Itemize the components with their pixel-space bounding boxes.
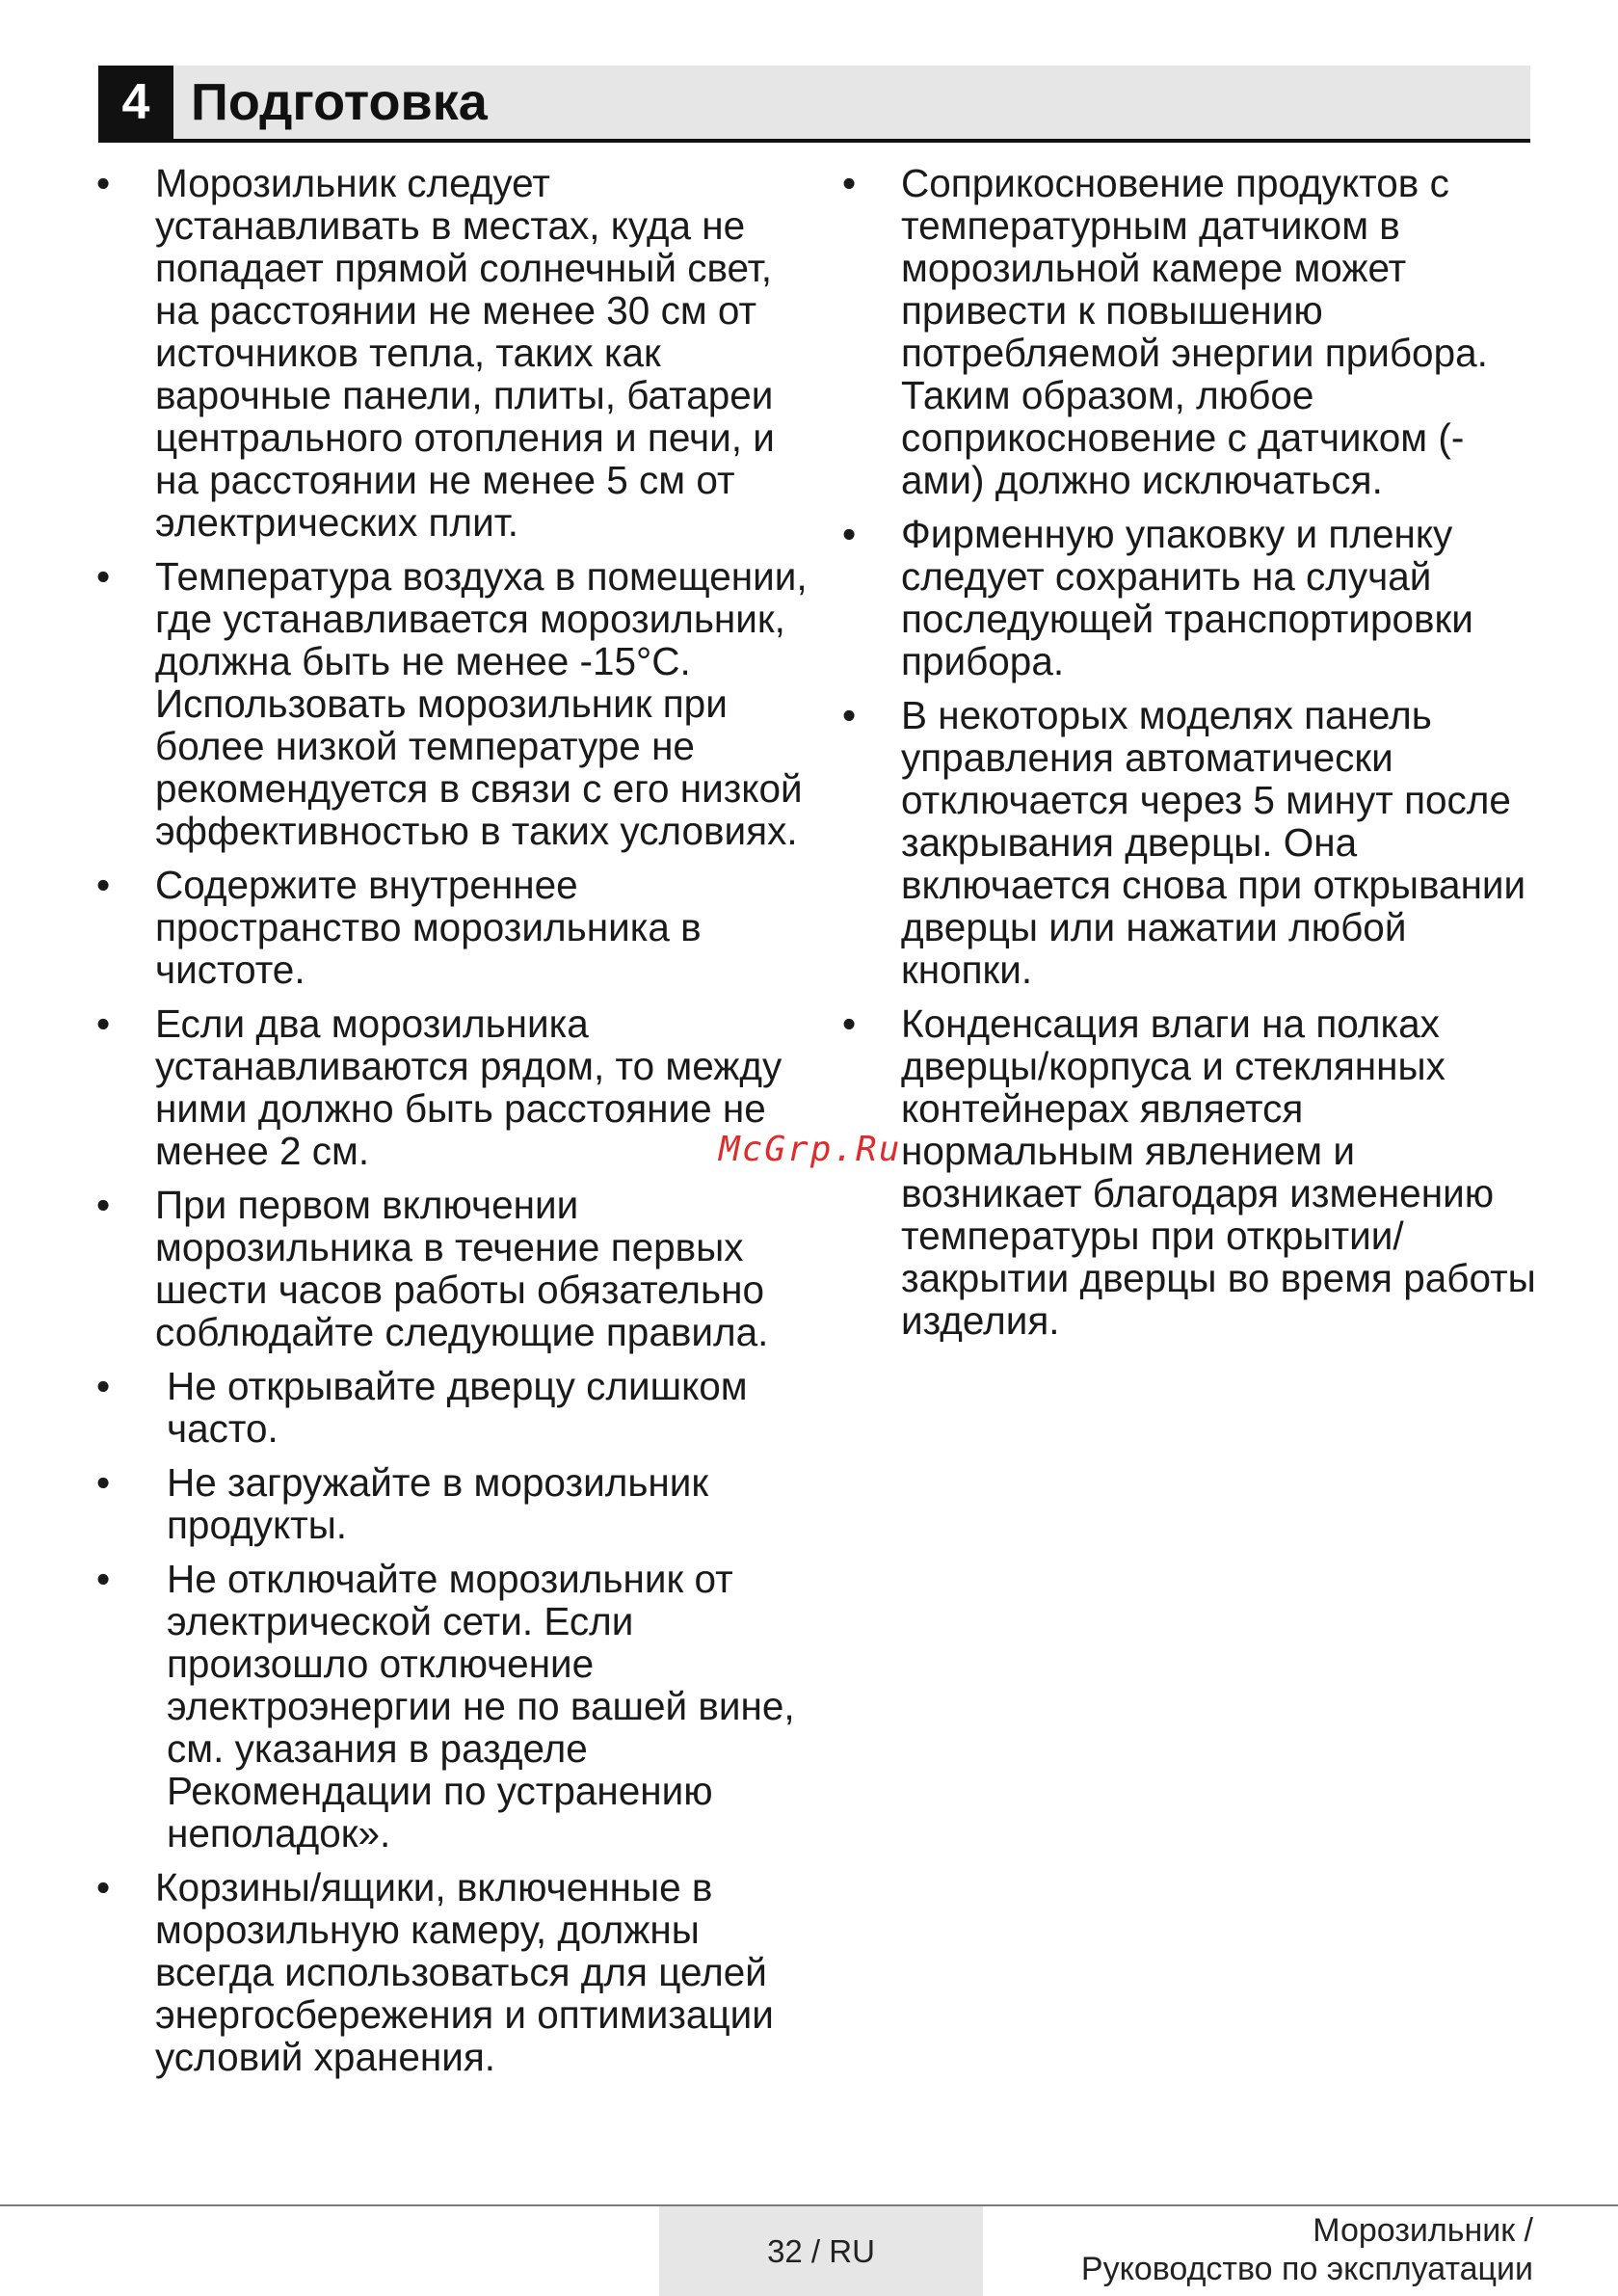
left-column xyxy=(96,162,809,2090)
list-item xyxy=(96,1866,809,2078)
list-item-text: • Морозильник следует устанавливать в местах, куда не попадает прямой солнечный свет, на расстоянии не менее 30 см от источников тепла, таких как варочные панели, плиты, батареи центрального отопления и печи, и на расстоянии не менее 5 см от электрических плит. xyxy=(155,161,775,545)
page-number: 32 / RU xyxy=(659,2206,983,2296)
footer-doc-title xyxy=(1081,2211,1533,2288)
sub-list-item-text: • Не отключайте морозильник от электрической сети. Если произошло отключение электроэнергии не по вашей вине, см. указания в разделе Рекомендации по устранению неполадок». xyxy=(167,1557,795,1855)
list-item-text: • В некоторых моделях панель управления автоматически отключается через 5 минут после закрывания дверцы. Она включается снова при открывании дверцы или нажатии любой кнопки. xyxy=(901,693,1526,992)
list-item xyxy=(96,162,809,544)
footer-doc-line2: Руководство по эксплуатации xyxy=(1080,2251,1533,2287)
list-item-text: • Соприкосновение продуктов с температурным датчиком в морозильной камере может привести к повышению потребляемой энергии прибора. Таким образом, любое соприкосновение с датчиком (-ами) должно исключаться. xyxy=(901,161,1488,502)
sub-list-item xyxy=(96,1558,809,1855)
list-item-text: • Температура воздуха в помещении, где устанавливается морозильник, должна быть не менее -15°C. Использовать морозильник при более низкой температуре не рекомендуется в связи с его низкой эффективностью в таких условиях. xyxy=(155,554,808,853)
list-item-text: • Корзины/ящики, включенные в морозильную камеру, должны всегда использоваться для целей энергосбережения и оптимизации условий хранения. xyxy=(155,1865,774,2079)
chapter-title: Подготовка xyxy=(191,73,488,131)
sub-list-item xyxy=(96,1461,809,1546)
list-item xyxy=(842,694,1536,991)
list-item xyxy=(842,513,1536,682)
sub-list-item xyxy=(96,1365,809,1450)
list-item-text: • Содержите внутреннее пространство морозильника в чистоте. xyxy=(155,863,702,992)
list-item-text: • При первом включении морозильника в течение первых шести часов работы обязательно соблюдайте следующие правила. xyxy=(155,1183,769,1354)
list-item-text: • Конденсация влаги на полках дверцы/корпуса и стеклянных контейнерах является нормальным явлением и возникает благодаря изменению температуры при открытии/ закрытии дверцы во время работы изделия. xyxy=(901,1001,1536,1343)
list-item xyxy=(842,162,1536,501)
list-item xyxy=(96,555,809,852)
list-item xyxy=(842,1002,1536,1342)
chapter-header xyxy=(98,66,1530,143)
watermark: McGrp.Ru xyxy=(719,1130,902,1169)
sub-list-item-text: • Не загружайте в морозильник продукты. xyxy=(167,1460,709,1547)
right-column xyxy=(842,162,1536,1353)
list-item-text: • Если два морозильника устанавливаются рядом, то между ними должно быть расстояние не менее 2 см. xyxy=(155,1001,782,1173)
footer-doc-line1: Морозильник / xyxy=(1313,2212,1533,2249)
chapter-number: 4 xyxy=(98,66,173,139)
list-item xyxy=(96,1002,809,1172)
list-item xyxy=(96,1184,809,1353)
list-item-text: • Фирменную упаковку и пленку следует сохранить на случай последующей транспортировки прибора. xyxy=(901,512,1473,683)
list-item xyxy=(96,864,809,991)
sub-list-item-text: • Не открывайте дверцу слишком часто. xyxy=(167,1364,748,1451)
